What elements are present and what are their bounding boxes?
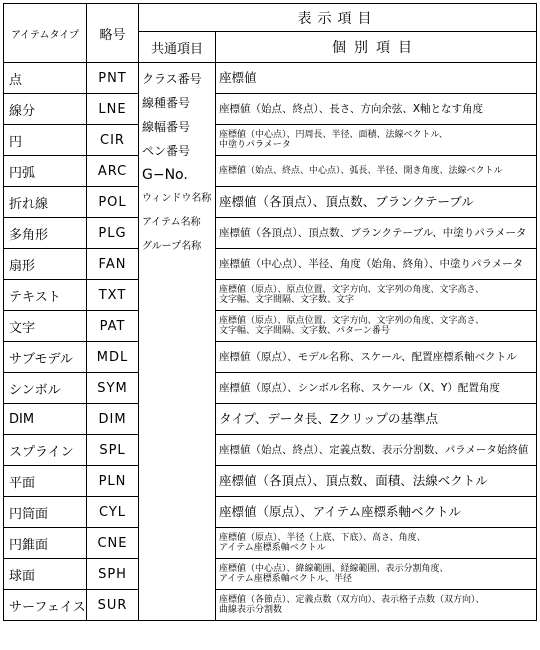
table-row	[4, 342, 537, 373]
common-items-empty-cell	[139, 435, 216, 466]
common-item: 線幅番号	[142, 120, 191, 134]
individual-item-line: 座標値（各頂点）、頂点数、面積、法線ベクトル	[219, 472, 488, 488]
individual-item-line: 座標値（原点）、原点位置、文字方向、文字列の角度、文字高さ、	[219, 315, 485, 326]
individual-item-line: 座標値（原点）、半径（上底、下底）、高さ、角度、	[219, 532, 426, 543]
item-display-table	[3, 3, 537, 621]
item-type-cell: サブモデル	[4, 342, 87, 373]
abbr-cell: SYM	[87, 373, 139, 404]
individual-items-cell	[216, 187, 537, 218]
header-display-items: 表示項目	[139, 4, 537, 32]
individual-items-cell	[216, 466, 537, 497]
abbr-cell: DIM	[87, 404, 139, 435]
abbr-cell: LNE	[87, 94, 139, 125]
item-type-cell: 球面	[4, 559, 87, 590]
item-type-cell: 円	[4, 125, 87, 156]
individual-items-cell	[216, 497, 537, 528]
common-item: ペン番号	[142, 144, 191, 158]
header-individual-items: 個別項目	[216, 32, 537, 63]
header-item-type: アイテムタイプ	[4, 4, 87, 63]
common-items-empty-cell	[139, 373, 216, 404]
table-row	[4, 404, 537, 435]
abbr-cell: CYL	[87, 497, 139, 528]
abbr-cell: PAT	[87, 311, 139, 342]
common-items-empty-cell	[139, 466, 216, 497]
common-item: G−No.	[142, 167, 188, 183]
individual-items-cell	[216, 125, 537, 156]
table-row	[4, 280, 537, 311]
common-item: ウィンドウ名称	[142, 193, 212, 204]
common-item: グループ名称	[142, 241, 202, 252]
individual-items-cell	[216, 590, 537, 621]
item-type-cell: 線分	[4, 94, 87, 125]
common-items-empty-cell	[139, 404, 216, 435]
common-items-empty-cell	[139, 342, 216, 373]
table-row	[4, 156, 537, 187]
individual-items-cell	[216, 373, 537, 404]
common-item: クラス番号	[142, 72, 202, 86]
item-type-cell: 文字	[4, 311, 87, 342]
item-type-cell: DIM	[4, 404, 87, 435]
individual-item-line: 座標値（始点、終点）、長さ、方向余弦、X軸となす角度	[219, 102, 484, 115]
item-type-cell: サーフェイス	[4, 590, 87, 621]
abbr-cell: ARC	[87, 156, 139, 187]
table-row	[4, 125, 537, 156]
individual-items-cell	[216, 63, 537, 94]
item-type-cell: 平面	[4, 466, 87, 497]
individual-item-line: 座標値（原点）、モデル名称、スケール、配置座標系軸ベクトル	[219, 350, 517, 363]
individual-item-line: 座標値（各頂点）、頂点数、ブランクテーブル	[219, 193, 474, 209]
table-row	[4, 528, 537, 559]
individual-items-cell	[216, 559, 537, 590]
abbr-cell: CIR	[87, 125, 139, 156]
abbr-cell: SPL	[87, 435, 139, 466]
individual-item-line: 座標値（各節点）、定義点数（双方向）、表示格子点数（双方向）、	[219, 594, 485, 605]
individual-item-line: 座標値（中心点）、緯線範囲、経線範囲、表示分割角度、	[219, 563, 449, 574]
individual-items-cell	[216, 435, 537, 466]
individual-item-line: 文字幅、文字間隔、文字数、パターン番号	[219, 326, 390, 336]
item-type-cell: 多角形	[4, 218, 87, 249]
individual-item-line: 文字幅、文字間隔、文字数、文字	[219, 295, 355, 305]
table-row	[4, 497, 537, 528]
individual-item-line: 座標値（始点、終点、中心点）、弧長、半径、開き角度、法線ベクトル	[219, 165, 503, 176]
item-type-cell: 扇形	[4, 249, 87, 280]
common-items-empty-cell	[139, 528, 216, 559]
abbr-cell: SPH	[87, 559, 139, 590]
common-item: アイテム名称	[142, 217, 201, 228]
table-row	[4, 559, 537, 590]
common-items-empty-cell	[139, 497, 216, 528]
individual-item-line: 中塗りパラメータ	[219, 140, 291, 150]
individual-items-cell	[216, 280, 537, 311]
item-type-cell: 円弧	[4, 156, 87, 187]
individual-items-cell	[216, 528, 537, 559]
header-common-items: 共通項目	[139, 32, 216, 63]
individual-item-line: 座標値（中心点）、円周長、半径、面積、法線ベクトル、	[219, 129, 448, 140]
abbr-cell: PNT	[87, 63, 139, 94]
individual-items-cell	[216, 249, 537, 280]
common-items-empty-cell	[139, 311, 216, 342]
individual-item-line: 座標値（原点）、原点位置、文字方向、文字列の角度、文字高さ、	[219, 284, 485, 295]
individual-items-cell	[216, 404, 537, 435]
table-row	[4, 466, 537, 497]
common-item: 線種番号	[142, 96, 191, 110]
abbr-cell: SUR	[87, 590, 139, 621]
individual-item-line: 座標値（中心点）、半径、角度（始角、終角）、中塗りパラメータ	[219, 257, 524, 270]
abbr-cell: PLN	[87, 466, 139, 497]
individual-items-cell	[216, 156, 537, 187]
header-abbr: 略号	[87, 4, 139, 63]
abbr-cell: POL	[87, 187, 139, 218]
table-row	[4, 63, 537, 94]
table-row	[4, 590, 537, 621]
common-items-empty-cell	[139, 590, 216, 621]
item-type-cell: 円筒面	[4, 497, 87, 528]
item-type-cell: 円錐面	[4, 528, 87, 559]
table-row	[4, 311, 537, 342]
table-row	[4, 435, 537, 466]
item-type-cell: 点	[4, 63, 87, 94]
individual-item-line: タイプ、データ長、Zクリップの基準点	[219, 410, 438, 426]
individual-item-line: 曲線表示分割数	[219, 605, 283, 615]
individual-item-line: 座標値	[219, 69, 257, 85]
item-type-cell: シンボル	[4, 373, 87, 404]
individual-item-line: アイテム座標系軸ベクトル	[219, 543, 326, 553]
individual-items-cell	[216, 218, 537, 249]
common-items-empty-cell	[139, 559, 216, 590]
item-type-cell: 折れ線	[4, 187, 87, 218]
item-type-cell: スプライン	[4, 435, 87, 466]
table-row	[4, 218, 537, 249]
table-row	[4, 94, 537, 125]
abbr-cell: CNE	[87, 528, 139, 559]
table-row	[4, 249, 537, 280]
individual-items-cell	[216, 94, 537, 125]
individual-item-line: 座標値（各頂点）、頂点数、ブランクテーブル、中塗りパラメータ	[219, 226, 527, 239]
item-type-cell: テキスト	[4, 280, 87, 311]
individual-item-line: 座標値（原点）、アイテム座標系軸ベクトル	[219, 503, 462, 519]
individual-item-line: 座標値（始点、終点）、定義点数、表示分割数、パラメータ始終値	[219, 443, 529, 456]
table-row	[4, 373, 537, 404]
abbr-cell: MDL	[87, 342, 139, 373]
abbr-cell: TXT	[87, 280, 139, 311]
individual-items-cell	[216, 342, 537, 373]
common-items-cell	[139, 63, 216, 311]
abbr-cell: PLG	[87, 218, 139, 249]
abbr-cell: FAN	[87, 249, 139, 280]
individual-items-cell	[216, 311, 537, 342]
individual-item-line: アイテム座標系軸ベクトル、半径	[219, 574, 353, 584]
individual-item-line: 座標値（原点）、シンボル名称、スケール（X、Y）配置角度	[219, 381, 500, 394]
table-row	[4, 187, 537, 218]
